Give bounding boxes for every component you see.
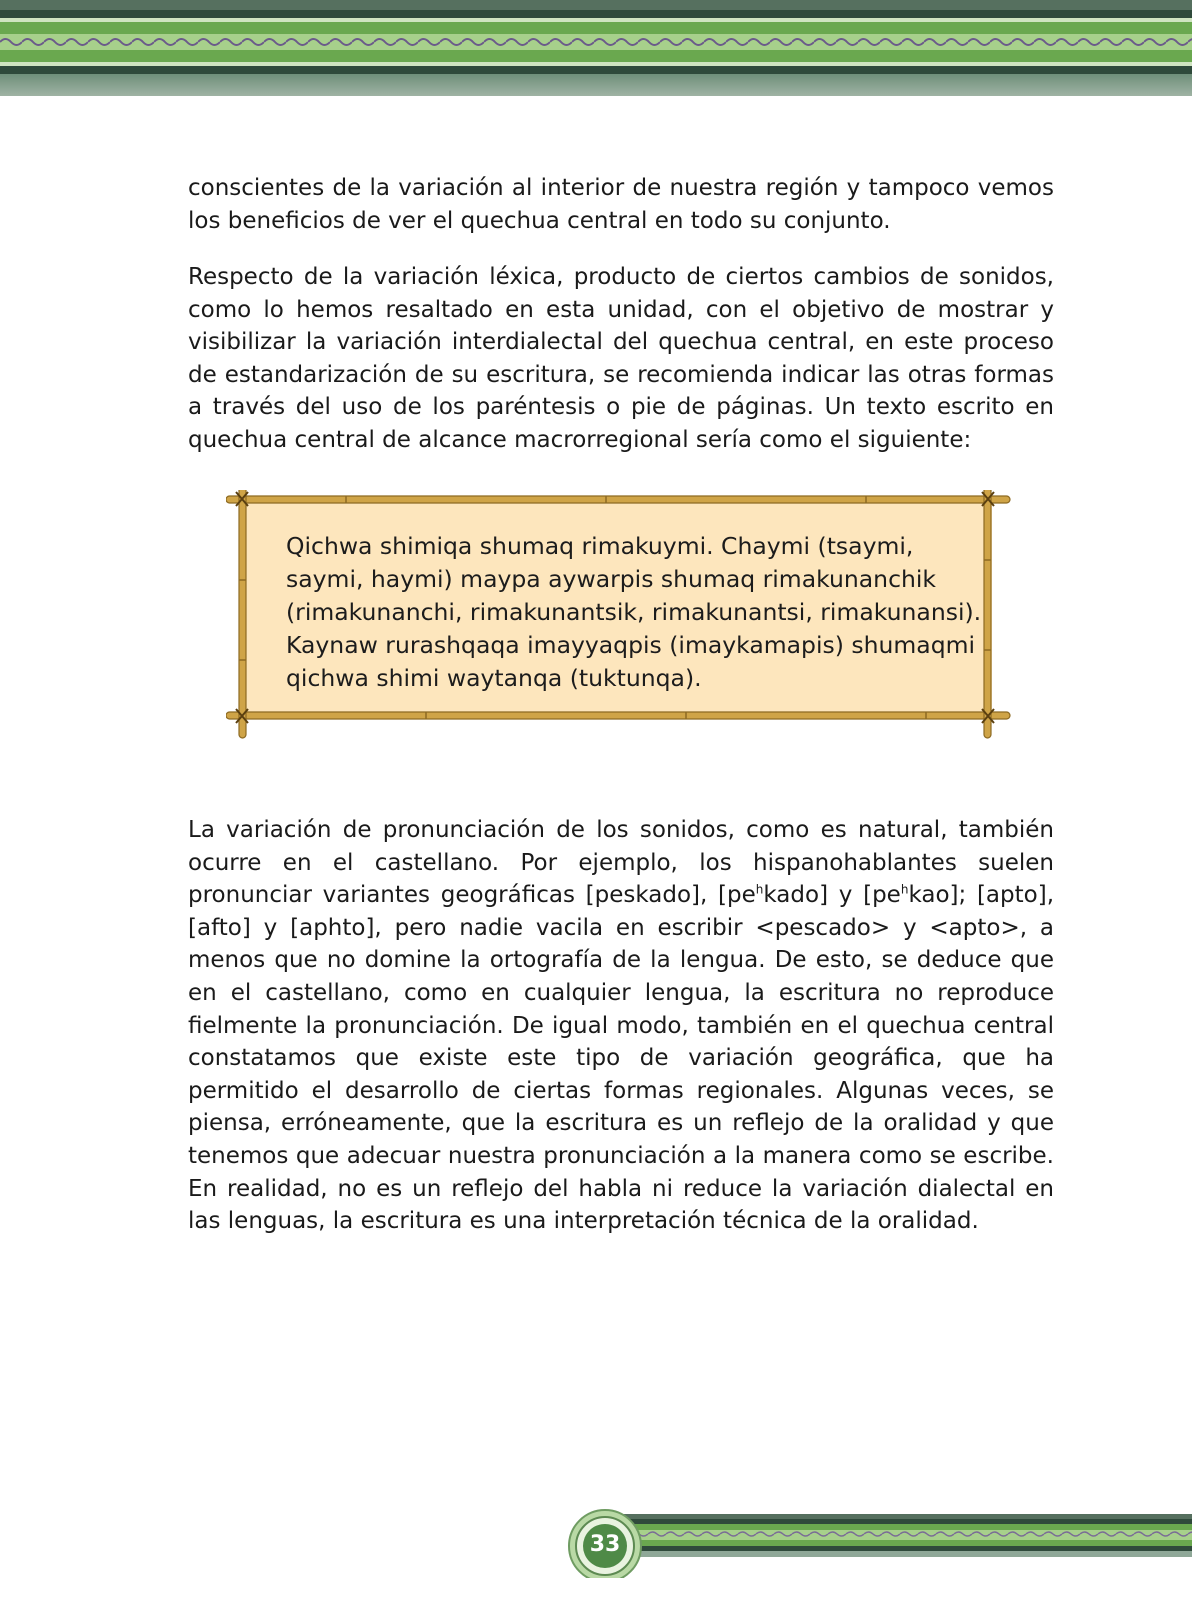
paragraph-part: kado] y [pe [763, 882, 901, 909]
top-decorative-band [0, 0, 1192, 96]
page-number: 33 [589, 1532, 621, 1557]
paragraph-part: kao]; [apto], [afto] y [aphto], pero nadie vacila en escribir <pescado> y <apto>, a menos que no domine la ortografía de la lengua. De esto, se deduce que en el castellano, como en cualquier lengua, la escritura no reproduce fielmente la pronunciación. De igual modo, también en el quechua central constatamos que existe este tipo de variación geográfica, que ha permitido el desarrollo de ciertas formas regionales. Algunas veces, se piensa, erróneamente, que la escritura es un reflejo de la oralidad y que tenemos que adecuar nuestra pronunciación a la manera como se escribe. En realidad, no es un reflejo del habla ni reduce la variación dialectal en las lenguas, la escritura es una interpretación técnica de la oralidad. [188, 882, 1055, 1235]
paragraph-intro-continuation: conscientes de la variación al interior de nuestra región y tampoco vemos los beneficios de ver el quechua central en todo su conjunto. [188, 175, 1054, 234]
paragraph-part: La variación de pronunciación de los sonidos, como es natural, también ocurre en el castellano. Por ejemplo, los hispanohablantes suelen pronunciar variantes geográficas [peskado], [pe [188, 817, 1054, 909]
superscript-h: h [755, 882, 764, 897]
paragraph-pronunciation-variation [188, 814, 1054, 1238]
paragraph-lexical-variation: Respecto de la variación léxica, producto de ciertos cambios de sonidos, como lo hemos resaltado en esta unidad, con el objetivo de mostrar y visibilizar la variación interdialectal del quechua central, en este proceso de estandarización de su escritura, se recomienda indicar las otras formas a través del uso de los paréntesis o pie de páginas. Un texto escrito en quechua central de alcance macrorregional sería como el siguiente: [188, 264, 1054, 453]
superscript-h: h [900, 882, 909, 897]
quechua-example-text: Qichwa shimiqa shumaq rimakuymi. Chaymi (tsaymi, saymi, haymi) maypa aywarpis shumaq rimakunanchik (rimakunanchi, rimakunantsik, rimakunantsi, rimakunansi). Kaynaw rurashqaqa imayyaqpis (imaykamapis) shumaqmi qichwa shimi waytanqa (tuktunqa). [286, 532, 982, 692]
quechua-example-box [226, 490, 1036, 752]
